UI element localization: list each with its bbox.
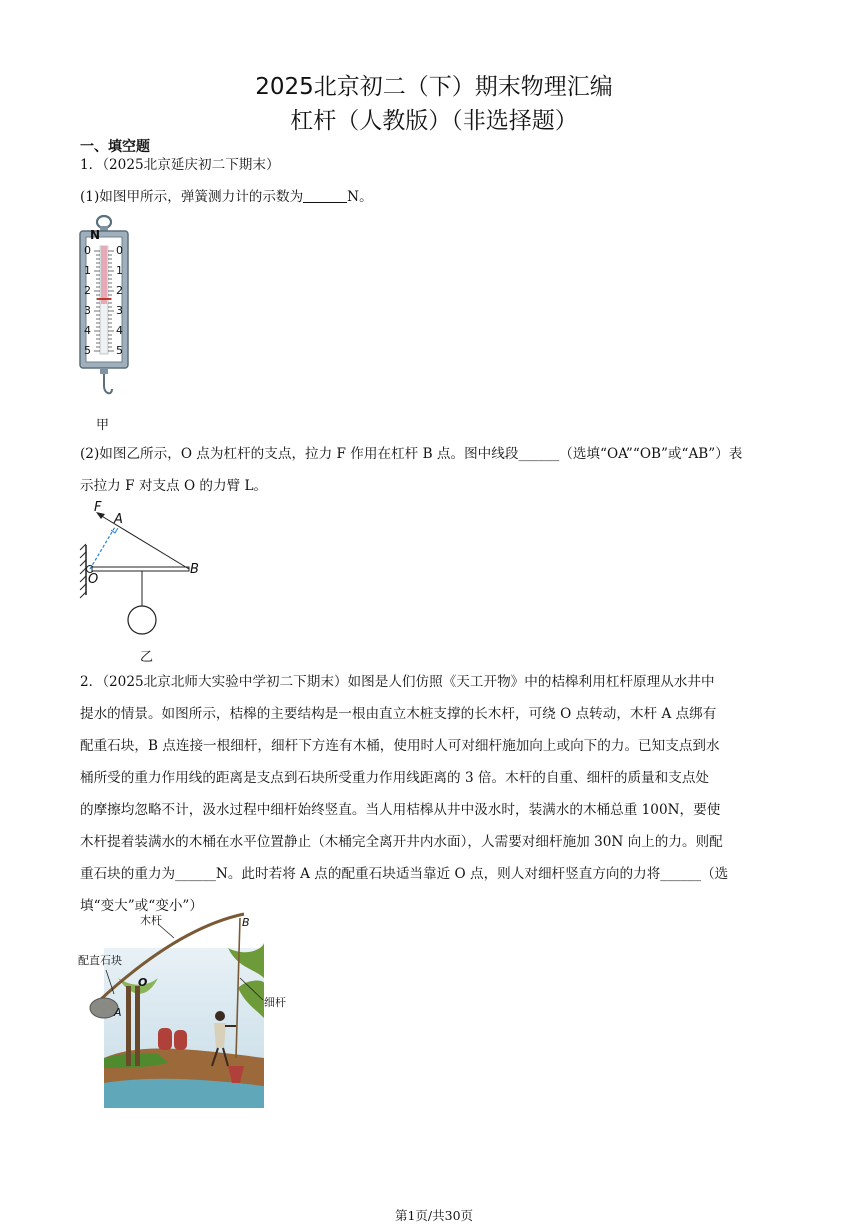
label-A: A (114, 1006, 122, 1019)
scale-tick-label: 5 (84, 344, 91, 357)
q2-line: 填“变大”或“变小”） (80, 898, 203, 914)
q1-part1-unit: N。 (347, 189, 373, 205)
scale-tick-label: 4 (84, 324, 91, 337)
label-stone: 配直石块 (78, 954, 122, 967)
scale-tick-label: 5 (116, 344, 123, 357)
page-subtitle: 杠杆（人教版）（非选择题） (290, 108, 578, 134)
scale-tick-label: 2 (116, 284, 123, 297)
scale-tick-label: 3 (116, 304, 123, 317)
scale-tick-label: 1 (116, 264, 123, 277)
well-sweep-illustration (78, 908, 308, 1113)
label-A: A (114, 512, 123, 527)
scale-tick-label: 3 (84, 304, 91, 317)
figure-jia-caption: 甲 (96, 418, 110, 433)
answer-blank (303, 188, 347, 203)
label-F: F (94, 500, 102, 515)
label-B: B (242, 916, 250, 929)
q1-part1-text: (1)如图甲所示，弹簧测力计的示数为 (80, 189, 304, 205)
question-1-part2-line1: (2)如图乙所示，O 点为杠杆的支点，拉力 F 作用在杠杆 B 点。图中线段______（选填“OA”“OB”或“AB”）表 (80, 446, 743, 462)
scale-unit-label: N (90, 228, 101, 242)
scale-tick-label: 0 (116, 244, 123, 257)
q2-line: 的摩擦均忽略不计，汲水过程中细杆始终竖直。当人用桔槔从井中汲水时，装满水的木桶总重 100N，要使 (80, 802, 721, 818)
q2-line: 2．（2025北京北师大实验中学初二下期末）如图是人们仿照《天工开物》中的桔槔利用杠杆原理从水井中 (80, 674, 715, 690)
question-1-header: 1．（2025北京延庆初二下期末） (80, 157, 280, 173)
section-heading: 一、填空题 (80, 139, 150, 155)
scale-tick-label: 4 (116, 324, 123, 337)
label-O: O (138, 976, 148, 989)
label-pole: 木杆 (140, 914, 162, 927)
scale-tick-label: 0 (84, 244, 91, 257)
label-O: O (88, 572, 99, 587)
scale-tick-label: 1 (84, 264, 91, 277)
q2-line: 木杆提着装满水的木桶在水平位置静止（木桶完全离开井内水面），人需要对细杆施加 30N 向上的力。则配 (80, 834, 723, 850)
page-footer: 第1页/共30页 (394, 1208, 474, 1223)
question-2-text (80, 666, 792, 922)
q2-line: 提水的情景。如图所示，桔槔的主要结构是一根由直立木桩支撑的长木杆，可绕 O 点转动，木杆 A 点绑有 (80, 706, 717, 722)
label-B: B (190, 562, 199, 577)
label-rod: 细杆 (264, 996, 286, 1009)
scale-pointer (97, 298, 111, 300)
page-title: 2025北京初二（下）期末物理汇编 (255, 74, 613, 100)
question-1-part2-line2: 示拉力 F 对支点 O 的力臂 L。 (80, 478, 268, 494)
scale-tick-label: 2 (84, 284, 91, 297)
q2-line: 桶所受的重力作用线的距离是支点到石块所受重力作用线距离的 3 倍。木杆的自重、细杆的质量和支点处 (80, 770, 710, 786)
q2-line: 配重石块，B 点连接一根细杆，细杆下方连有木桶，使用时人可对细杆施加向上或向下的力。已知支点到水 (80, 738, 720, 754)
question-1-part1 (80, 181, 792, 213)
figure-yi-caption: 乙 (140, 650, 154, 665)
spring-scale-figure (78, 214, 130, 414)
q2-line: 重石块的重力为______N。此时若将 A 点的配重石块适当靠近 O 点，则人对细杆竖直方向的力将______（选 (80, 866, 729, 882)
lever-diagram (78, 500, 208, 640)
